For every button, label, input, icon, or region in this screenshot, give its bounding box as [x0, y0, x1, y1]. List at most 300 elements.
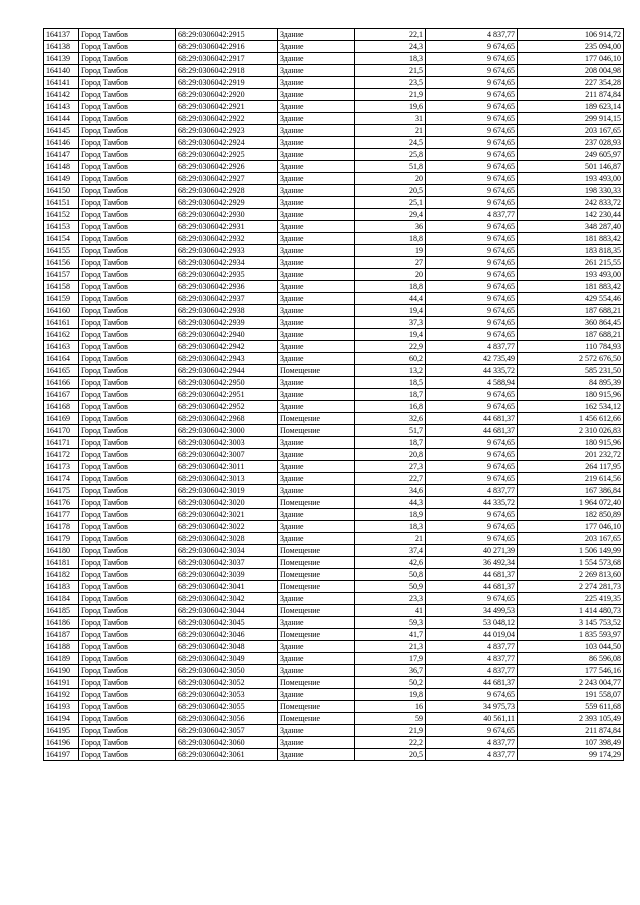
locality-cell: Город Тамбов: [79, 641, 176, 653]
unit-value-cell: 9 674,65: [426, 461, 518, 473]
unit-value-cell: 40 561,11: [426, 713, 518, 725]
table-row: [44, 425, 624, 437]
unit-value-cell: 4 837,77: [426, 29, 518, 41]
table-row: [44, 125, 624, 137]
row-number-cell: 164178: [44, 521, 79, 533]
cadastral-number-cell: 68:29:0306042:2936: [176, 281, 278, 293]
cadastral-value-cell: 84 895,39: [518, 377, 624, 389]
unit-value-cell: 44 335,72: [426, 497, 518, 509]
object-type-cell: Помещение: [278, 581, 355, 593]
locality-cell: Город Тамбов: [79, 197, 176, 209]
object-type-cell: Здание: [278, 89, 355, 101]
object-type-cell: Помещение: [278, 545, 355, 557]
row-number-cell: 164175: [44, 485, 79, 497]
cadastral-value-cell: 2 269 813,60: [518, 569, 624, 581]
row-number-cell: 164183: [44, 581, 79, 593]
cadastral-value-cell: 189 623,14: [518, 101, 624, 113]
object-type-cell: Здание: [278, 725, 355, 737]
cadastral-number-cell: 68:29:0306042:3000: [176, 425, 278, 437]
locality-cell: Город Тамбов: [79, 161, 176, 173]
row-number-cell: 164185: [44, 605, 79, 617]
table-row: [44, 101, 624, 113]
row-number-cell: 164137: [44, 29, 79, 41]
cadastral-number-cell: 68:29:0306042:2919: [176, 77, 278, 89]
locality-cell: Город Тамбов: [79, 269, 176, 281]
area-cell: 20: [355, 173, 426, 185]
object-type-cell: Здание: [278, 113, 355, 125]
unit-value-cell: 44 681,37: [426, 581, 518, 593]
table-row: [44, 737, 624, 749]
cadastral-number-cell: 68:29:0306042:2918: [176, 65, 278, 77]
table-row: [44, 317, 624, 329]
unit-value-cell: 9 674,65: [426, 65, 518, 77]
unit-value-cell: 4 837,77: [426, 653, 518, 665]
cadastral-number-cell: 68:29:0306042:2932: [176, 233, 278, 245]
cadastral-value-cell: 2 572 676,50: [518, 353, 624, 365]
cadastral-value-cell: 86 596,08: [518, 653, 624, 665]
table-row: [44, 617, 624, 629]
row-number-cell: 164153: [44, 221, 79, 233]
area-cell: 27,3: [355, 461, 426, 473]
cadastral-number-cell: 68:29:0306042:3046: [176, 629, 278, 641]
area-cell: 21,3: [355, 641, 426, 653]
row-number-cell: 164145: [44, 125, 79, 137]
locality-cell: Город Тамбов: [79, 473, 176, 485]
cadastral-value-cell: 191 558,07: [518, 689, 624, 701]
table-row: [44, 689, 624, 701]
cadastral-value-cell: 249 605,97: [518, 149, 624, 161]
cadastral-number-cell: 68:29:0306042:2925: [176, 149, 278, 161]
locality-cell: Город Тамбов: [79, 485, 176, 497]
area-cell: 22,1: [355, 29, 426, 41]
row-number-cell: 164156: [44, 257, 79, 269]
unit-value-cell: 9 674,65: [426, 293, 518, 305]
table-row: [44, 41, 624, 53]
object-type-cell: Здание: [278, 161, 355, 173]
row-number-cell: 164164: [44, 353, 79, 365]
table-row: [44, 521, 624, 533]
cadastral-value-cell: 585 231,50: [518, 365, 624, 377]
object-type-cell: Здание: [278, 437, 355, 449]
cadastral-value-cell: 2 393 105,49: [518, 713, 624, 725]
cadastral-number-cell: 68:29:0306042:3013: [176, 473, 278, 485]
table-row: [44, 221, 624, 233]
cadastral-value-table: [43, 28, 624, 761]
row-number-cell: 164197: [44, 749, 79, 761]
table-row: [44, 77, 624, 89]
object-type-cell: Здание: [278, 197, 355, 209]
object-type-cell: Здание: [278, 485, 355, 497]
unit-value-cell: 42 735,49: [426, 353, 518, 365]
locality-cell: Город Тамбов: [79, 377, 176, 389]
area-cell: 59,3: [355, 617, 426, 629]
locality-cell: Город Тамбов: [79, 29, 176, 41]
object-type-cell: Здание: [278, 641, 355, 653]
locality-cell: Город Тамбов: [79, 401, 176, 413]
unit-value-cell: 4 837,77: [426, 665, 518, 677]
locality-cell: Город Тамбов: [79, 305, 176, 317]
row-number-cell: 164192: [44, 689, 79, 701]
cadastral-value-cell: 1 964 072,40: [518, 497, 624, 509]
object-type-cell: Здание: [278, 137, 355, 149]
row-number-cell: 164172: [44, 449, 79, 461]
unit-value-cell: 44 019,04: [426, 629, 518, 641]
locality-cell: Город Тамбов: [79, 665, 176, 677]
unit-value-cell: 36 492,34: [426, 557, 518, 569]
area-cell: 19,4: [355, 329, 426, 341]
cadastral-number-cell: 68:29:0306042:2942: [176, 341, 278, 353]
cadastral-number-cell: 68:29:0306042:2921: [176, 101, 278, 113]
cadastral-value-cell: 201 232,72: [518, 449, 624, 461]
cadastral-number-cell: 68:29:0306042:2938: [176, 305, 278, 317]
row-number-cell: 164157: [44, 269, 79, 281]
area-cell: 37,3: [355, 317, 426, 329]
cadastral-value-cell: 106 914,72: [518, 29, 624, 41]
row-number-cell: 164186: [44, 617, 79, 629]
unit-value-cell: 9 674,65: [426, 449, 518, 461]
area-cell: 16,8: [355, 401, 426, 413]
cadastral-number-cell: 68:29:0306042:2944: [176, 365, 278, 377]
object-type-cell: Здание: [278, 101, 355, 113]
cadastral-number-cell: 68:29:0306042:2923: [176, 125, 278, 137]
row-number-cell: 164158: [44, 281, 79, 293]
locality-cell: Город Тамбов: [79, 77, 176, 89]
unit-value-cell: 44 681,37: [426, 413, 518, 425]
cadastral-value-cell: 182 850,89: [518, 509, 624, 521]
area-cell: 24,3: [355, 41, 426, 53]
area-cell: 16: [355, 701, 426, 713]
unit-value-cell: 9 674,65: [426, 389, 518, 401]
unit-value-cell: 9 674,65: [426, 689, 518, 701]
unit-value-cell: 4 837,77: [426, 485, 518, 497]
locality-cell: Город Тамбов: [79, 725, 176, 737]
row-number-cell: 164180: [44, 545, 79, 557]
locality-cell: Город Тамбов: [79, 689, 176, 701]
table-row: [44, 377, 624, 389]
row-number-cell: 164161: [44, 317, 79, 329]
cadastral-value-cell: 559 611,68: [518, 701, 624, 713]
unit-value-cell: 34 499,53: [426, 605, 518, 617]
object-type-cell: Здание: [278, 257, 355, 269]
table-row: [44, 245, 624, 257]
unit-value-cell: 9 674,65: [426, 221, 518, 233]
table-row: [44, 197, 624, 209]
locality-cell: Город Тамбов: [79, 317, 176, 329]
area-cell: 18,7: [355, 389, 426, 401]
cadastral-number-cell: 68:29:0306042:3003: [176, 437, 278, 449]
area-cell: 20,5: [355, 185, 426, 197]
table-row: [44, 449, 624, 461]
unit-value-cell: 9 674,65: [426, 473, 518, 485]
unit-value-cell: 9 674,65: [426, 137, 518, 149]
object-type-cell: Здание: [278, 185, 355, 197]
locality-cell: Город Тамбов: [79, 593, 176, 605]
locality-cell: Город Тамбов: [79, 557, 176, 569]
area-cell: 24,5: [355, 137, 426, 149]
object-type-cell: Здание: [278, 329, 355, 341]
locality-cell: Город Тамбов: [79, 257, 176, 269]
unit-value-cell: 44 681,37: [426, 569, 518, 581]
cadastral-number-cell: 68:29:0306042:2930: [176, 209, 278, 221]
unit-value-cell: 9 674,65: [426, 197, 518, 209]
row-number-cell: 164169: [44, 413, 79, 425]
table-row: [44, 185, 624, 197]
locality-cell: Город Тамбов: [79, 605, 176, 617]
object-type-cell: Здание: [278, 509, 355, 521]
row-number-cell: 164168: [44, 401, 79, 413]
locality-cell: Город Тамбов: [79, 233, 176, 245]
area-cell: 17,9: [355, 653, 426, 665]
locality-cell: Город Тамбов: [79, 173, 176, 185]
locality-cell: Город Тамбов: [79, 461, 176, 473]
locality-cell: Город Тамбов: [79, 509, 176, 521]
locality-cell: Город Тамбов: [79, 521, 176, 533]
area-cell: 18,8: [355, 281, 426, 293]
locality-cell: Город Тамбов: [79, 737, 176, 749]
unit-value-cell: 9 674,65: [426, 149, 518, 161]
cadastral-value-cell: 211 874,84: [518, 89, 624, 101]
row-number-cell: 164148: [44, 161, 79, 173]
row-number-cell: 164152: [44, 209, 79, 221]
table-row: [44, 269, 624, 281]
cadastral-value-cell: 193 493,00: [518, 269, 624, 281]
object-type-cell: Здание: [278, 653, 355, 665]
unit-value-cell: 40 271,39: [426, 545, 518, 557]
area-cell: 31: [355, 113, 426, 125]
area-cell: 21,5: [355, 65, 426, 77]
locality-cell: Город Тамбов: [79, 245, 176, 257]
cadastral-value-cell: 219 614,56: [518, 473, 624, 485]
object-type-cell: Здание: [278, 749, 355, 761]
cadastral-number-cell: 68:29:0306042:3045: [176, 617, 278, 629]
table-row: [44, 713, 624, 725]
cadastral-value-cell: 177 046,10: [518, 521, 624, 533]
cadastral-value-cell: 193 493,00: [518, 173, 624, 185]
area-cell: 20,5: [355, 749, 426, 761]
object-type-cell: Здание: [278, 389, 355, 401]
area-cell: 36,7: [355, 665, 426, 677]
area-cell: 25,8: [355, 149, 426, 161]
row-number-cell: 164176: [44, 497, 79, 509]
locality-cell: Город Тамбов: [79, 569, 176, 581]
cadastral-number-cell: 68:29:0306042:2928: [176, 185, 278, 197]
locality-cell: Город Тамбов: [79, 749, 176, 761]
object-type-cell: Здание: [278, 233, 355, 245]
locality-cell: Город Тамбов: [79, 125, 176, 137]
locality-cell: Город Тамбов: [79, 89, 176, 101]
cadastral-value-cell: 142 230,44: [518, 209, 624, 221]
table-row: [44, 365, 624, 377]
row-number-cell: 164194: [44, 713, 79, 725]
table-row: [44, 233, 624, 245]
cadastral-value-cell: 2 310 026,83: [518, 425, 624, 437]
row-number-cell: 164149: [44, 173, 79, 185]
table-row: [44, 749, 624, 761]
area-cell: 34,6: [355, 485, 426, 497]
row-number-cell: 164142: [44, 89, 79, 101]
cadastral-number-cell: 68:29:0306042:2951: [176, 389, 278, 401]
row-number-cell: 164190: [44, 665, 79, 677]
row-number-cell: 164163: [44, 341, 79, 353]
locality-cell: Город Тамбов: [79, 413, 176, 425]
table-row: [44, 641, 624, 653]
area-cell: 42,6: [355, 557, 426, 569]
object-type-cell: Помещение: [278, 701, 355, 713]
row-number-cell: 164170: [44, 425, 79, 437]
locality-cell: Город Тамбов: [79, 149, 176, 161]
unit-value-cell: 9 674,65: [426, 437, 518, 449]
cadastral-value-cell: 3 145 753,52: [518, 617, 624, 629]
cadastral-value-cell: 203 167,65: [518, 125, 624, 137]
area-cell: 21,9: [355, 725, 426, 737]
locality-cell: Город Тамбов: [79, 293, 176, 305]
cadastral-value-cell: 103 044,50: [518, 641, 624, 653]
unit-value-cell: 9 674,65: [426, 593, 518, 605]
area-cell: 21: [355, 125, 426, 137]
table-row: [44, 305, 624, 317]
unit-value-cell: 9 674,65: [426, 329, 518, 341]
table-row: [44, 65, 624, 77]
unit-value-cell: 4 837,77: [426, 641, 518, 653]
row-number-cell: 164154: [44, 233, 79, 245]
cadastral-number-cell: 68:29:0306042:2933: [176, 245, 278, 257]
unit-value-cell: 44 681,37: [426, 425, 518, 437]
table-row: [44, 533, 624, 545]
table-row: [44, 473, 624, 485]
area-cell: 59: [355, 713, 426, 725]
cadastral-number-cell: 68:29:0306042:2950: [176, 377, 278, 389]
cadastral-value-cell: 1 414 480,73: [518, 605, 624, 617]
table-row: [44, 89, 624, 101]
object-type-cell: Помещение: [278, 425, 355, 437]
cadastral-value-cell: 348 287,40: [518, 221, 624, 233]
unit-value-cell: 9 674,65: [426, 101, 518, 113]
unit-value-cell: 9 674,65: [426, 77, 518, 89]
cadastral-value-cell: 183 818,35: [518, 245, 624, 257]
row-number-cell: 164159: [44, 293, 79, 305]
row-number-cell: 164160: [44, 305, 79, 317]
cadastral-number-cell: 68:29:0306042:2920: [176, 89, 278, 101]
cadastral-number-cell: 68:29:0306042:3022: [176, 521, 278, 533]
cadastral-number-cell: 68:29:0306042:2952: [176, 401, 278, 413]
cadastral-value-cell: 181 883,42: [518, 233, 624, 245]
unit-value-cell: 9 674,65: [426, 173, 518, 185]
cadastral-number-cell: 68:29:0306042:3044: [176, 605, 278, 617]
row-number-cell: 164147: [44, 149, 79, 161]
unit-value-cell: 4 588,94: [426, 377, 518, 389]
table-row: [44, 53, 624, 65]
cadastral-value-cell: 203 167,65: [518, 533, 624, 545]
cadastral-value-cell: 162 534,12: [518, 401, 624, 413]
unit-value-cell: 34 975,73: [426, 701, 518, 713]
cadastral-value-cell: 2 274 281,73: [518, 581, 624, 593]
table-row: [44, 509, 624, 521]
locality-cell: Город Тамбов: [79, 437, 176, 449]
row-number-cell: 164184: [44, 593, 79, 605]
table-row: [44, 581, 624, 593]
object-type-cell: Здание: [278, 65, 355, 77]
cadastral-number-cell: 68:29:0306042:2934: [176, 257, 278, 269]
cadastral-number-cell: 68:29:0306042:2922: [176, 113, 278, 125]
unit-value-cell: 4 837,77: [426, 749, 518, 761]
cadastral-value-cell: 180 915,96: [518, 437, 624, 449]
locality-cell: Город Тамбов: [79, 209, 176, 221]
row-number-cell: 164195: [44, 725, 79, 737]
cadastral-number-cell: 68:29:0306042:2968: [176, 413, 278, 425]
unit-value-cell: 44 335,72: [426, 365, 518, 377]
row-number-cell: 164173: [44, 461, 79, 473]
object-type-cell: Здание: [278, 689, 355, 701]
locality-cell: Город Тамбов: [79, 389, 176, 401]
cadastral-number-cell: 68:29:0306042:3020: [176, 497, 278, 509]
cadastral-number-cell: 68:29:0306042:2939: [176, 317, 278, 329]
locality-cell: Город Тамбов: [79, 617, 176, 629]
area-cell: 32,6: [355, 413, 426, 425]
row-number-cell: 164182: [44, 569, 79, 581]
locality-cell: Город Тамбов: [79, 185, 176, 197]
locality-cell: Город Тамбов: [79, 137, 176, 149]
object-type-cell: Здание: [278, 293, 355, 305]
table-row: [44, 209, 624, 221]
object-type-cell: Здание: [278, 461, 355, 473]
cadastral-number-cell: 68:29:0306042:2924: [176, 137, 278, 149]
object-type-cell: Здание: [278, 737, 355, 749]
cadastral-value-cell: 181 883,42: [518, 281, 624, 293]
area-cell: 22,9: [355, 341, 426, 353]
row-number-cell: 164193: [44, 701, 79, 713]
table-row: [44, 437, 624, 449]
locality-cell: Город Тамбов: [79, 221, 176, 233]
area-cell: 41: [355, 605, 426, 617]
object-type-cell: Здание: [278, 245, 355, 257]
cadastral-number-cell: 68:29:0306042:3061: [176, 749, 278, 761]
object-type-cell: Здание: [278, 281, 355, 293]
cadastral-value-cell: 242 833,72: [518, 197, 624, 209]
cadastral-value-cell: 360 864,45: [518, 317, 624, 329]
unit-value-cell: 9 674,65: [426, 53, 518, 65]
row-number-cell: 164151: [44, 197, 79, 209]
row-number-cell: 164196: [44, 737, 79, 749]
cadastral-value-cell: 261 215,55: [518, 257, 624, 269]
object-type-cell: Здание: [278, 53, 355, 65]
unit-value-cell: 9 674,65: [426, 245, 518, 257]
cadastral-number-cell: 68:29:0306042:3053: [176, 689, 278, 701]
cadastral-value-cell: 198 330,33: [518, 185, 624, 197]
locality-cell: Город Тамбов: [79, 365, 176, 377]
cadastral-number-cell: 68:29:0306042:2916: [176, 41, 278, 53]
area-cell: 50,8: [355, 569, 426, 581]
unit-value-cell: 9 674,65: [426, 113, 518, 125]
object-type-cell: Здание: [278, 377, 355, 389]
cadastral-number-cell: 68:29:0306042:3048: [176, 641, 278, 653]
table-row: [44, 257, 624, 269]
table-row: [44, 329, 624, 341]
cadastral-number-cell: 68:29:0306042:2940: [176, 329, 278, 341]
table-row: [44, 293, 624, 305]
table-row: [44, 593, 624, 605]
locality-cell: Город Тамбов: [79, 629, 176, 641]
row-number-cell: 164177: [44, 509, 79, 521]
object-type-cell: Здание: [278, 269, 355, 281]
cadastral-value-cell: 299 914,15: [518, 113, 624, 125]
table-row: [44, 149, 624, 161]
unit-value-cell: 9 674,65: [426, 41, 518, 53]
area-cell: 21,9: [355, 89, 426, 101]
area-cell: 41,7: [355, 629, 426, 641]
table-row: [44, 497, 624, 509]
area-cell: 37,4: [355, 545, 426, 557]
area-cell: 19,6: [355, 101, 426, 113]
